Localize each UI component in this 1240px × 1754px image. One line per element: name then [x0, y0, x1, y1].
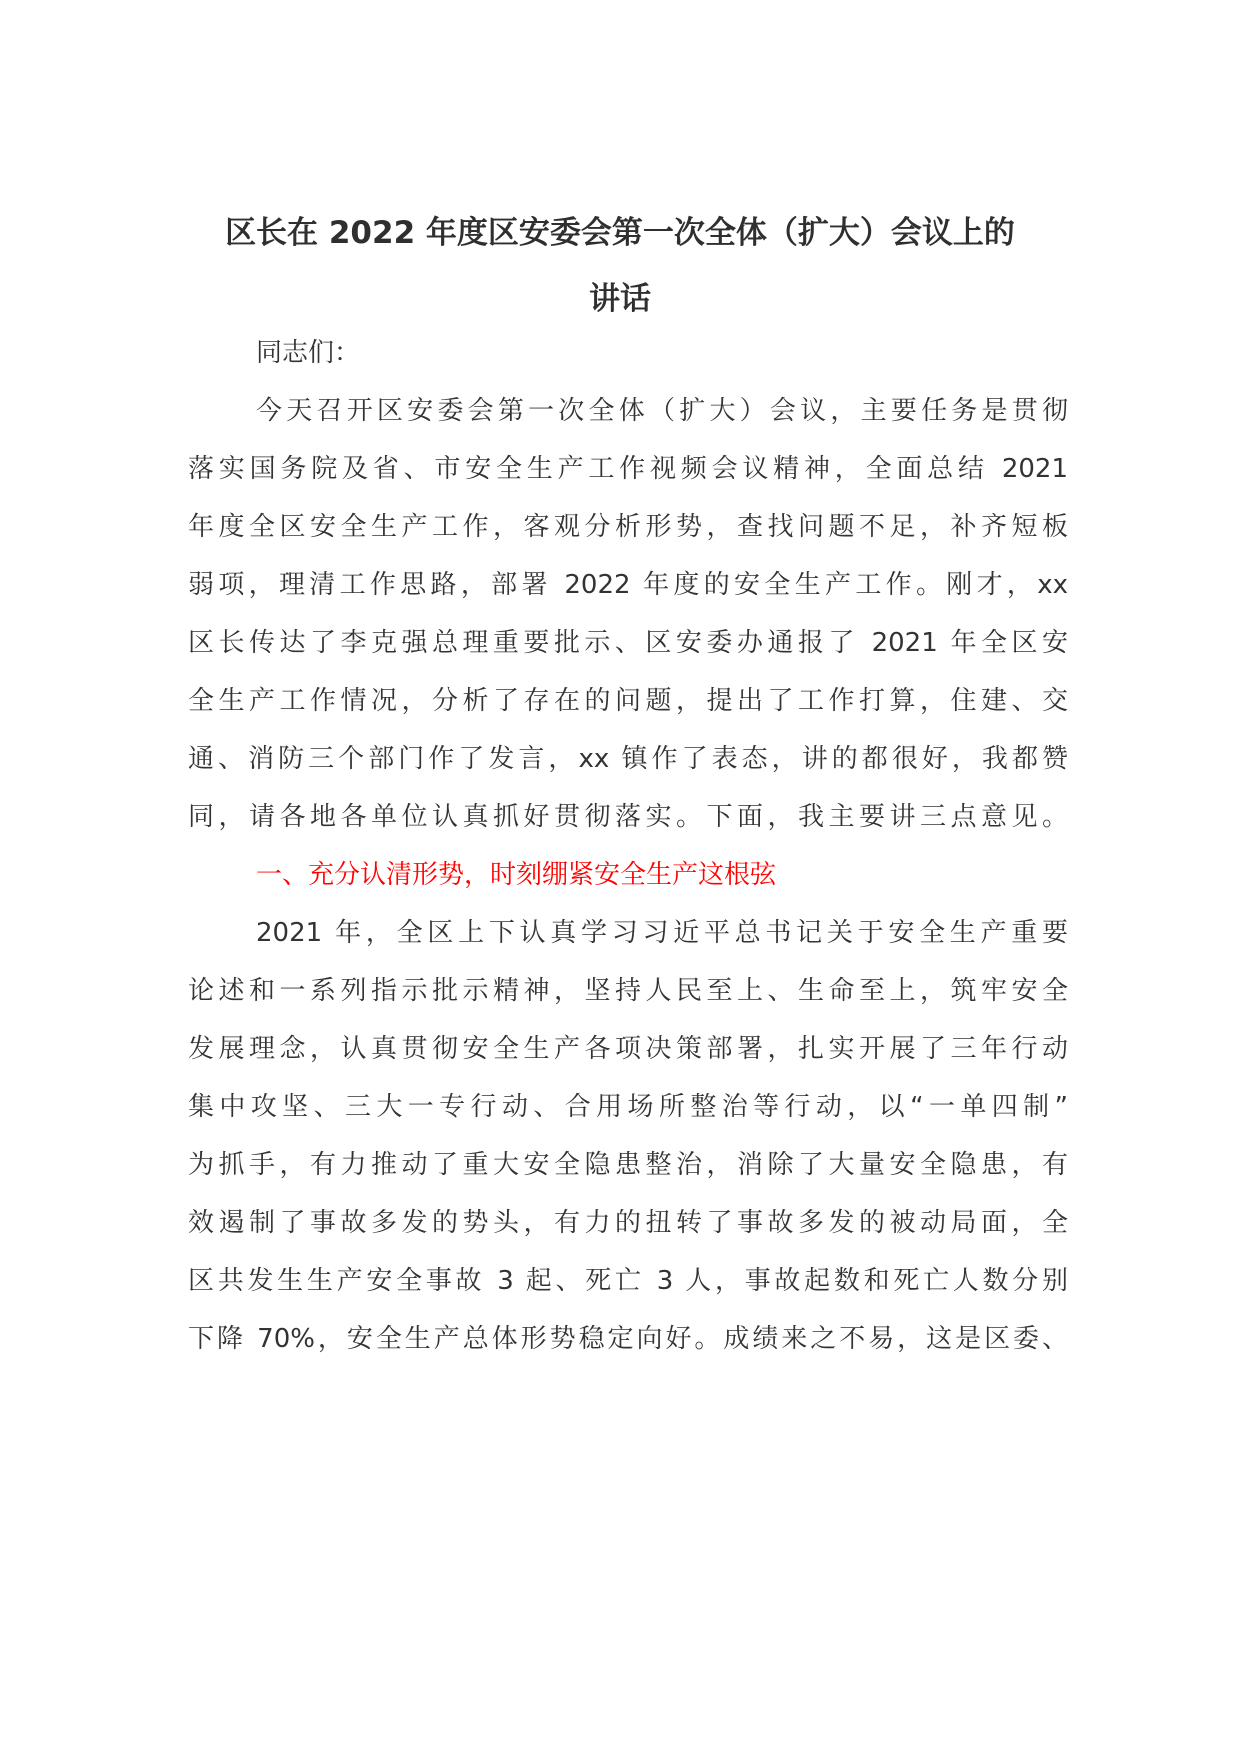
paragraph-2-line: 效遏制了事故多发的势头，有力的扭转了事故多发的被动局面，全 [188, 1208, 1068, 1238]
paragraph-1-line: 今天召开区安委会第一次全体（扩大）会议，主要任务是贯彻 [256, 396, 1068, 426]
paragraph-1-line: 通、消防三个部门作了发言，xx 镇作了表态，讲的都很好，我都赞 [188, 744, 1068, 774]
paragraph-2-line: 为抓手，有力推动了重大安全隐患整治，消除了大量安全隐患，有 [188, 1150, 1068, 1180]
paragraph-2-line: 下降 70%，安全生产总体形势稳定向好。成绩来之不易，这是区委、 [188, 1324, 1068, 1354]
paragraph-1-line: 同，请各地各单位认真抓好贯彻落实。下面，我主要讲三点意见。 [188, 802, 1068, 832]
document-title-line-2: 讲话 [589, 281, 651, 317]
paragraph-1-line: 区长传达了李克强总理重要批示、区安委办通报了 2021 年全区安 [188, 628, 1068, 658]
paragraph-1-line: 全生产工作情况，分析了存在的问题，提出了工作打算，住建、交 [188, 686, 1068, 716]
paragraph-2-line: 集中攻坚、三大一专行动、合用场所整治等行动，以“一单四制” [188, 1092, 1068, 1122]
greeting: 同志们： [256, 338, 361, 368]
paragraph-2-line: 2021 年，全区上下认真学习习近平总书记关于安全生产重要 [256, 918, 1068, 948]
paragraph-1-line: 落实国务院及省、市安全生产工作视频会议精神，全面总结 2021 [188, 454, 1068, 484]
paragraph-1-line: 弱项，理清工作思路，部署 2022 年度的安全生产工作。刚才，xx [188, 570, 1068, 600]
paragraph-2-line: 论述和一系列指示批示精神，坚持人民至上、生命至上，筑牢安全 [188, 976, 1068, 1006]
paragraph-2-line: 区共发生生产安全事故 3 起、死亡 3 人，事故起数和死亡人数分别 [188, 1266, 1068, 1296]
paragraph-2-line: 发展理念，认真贯彻安全生产各项决策部署，扎实开展了三年行动 [188, 1034, 1068, 1064]
document-title-line-1: 区长在 2022 年度区安委会第一次全体（扩大）会议上的 [225, 215, 1015, 251]
section-1-heading: 一、充分认清形势，时刻绷紧安全生产这根弦 [256, 860, 777, 890]
paragraph-1-line: 年度全区安全生产工作，客观分析形势，查找问题不足，补齐短板 [188, 512, 1068, 542]
